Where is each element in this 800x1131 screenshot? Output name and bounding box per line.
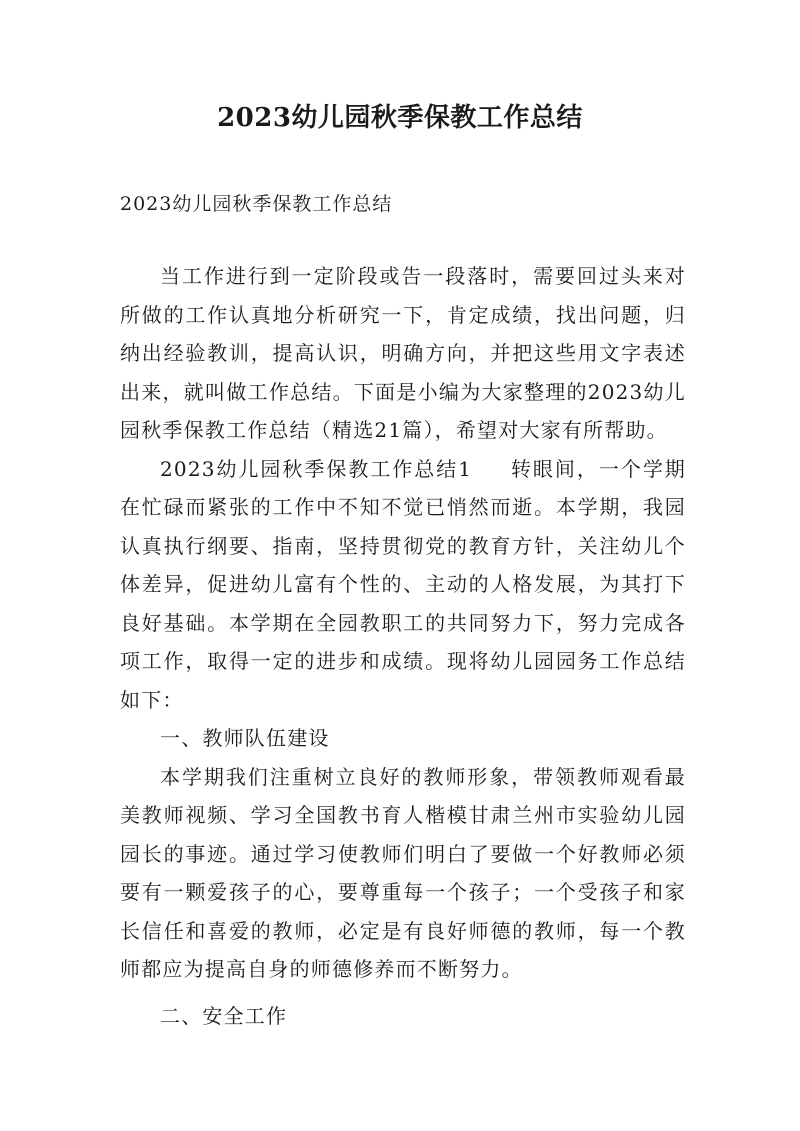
- heading-safety: 二、安全工作: [160, 1003, 288, 1028]
- intro-paragraph: 当工作进行到一定阶段或告一段落时，需要回过头来对所做的工作认真地分析研究一下，肯定成绩，找出问题，归纳出经验教训，提高认识，明确方向，并把这些用文字表述出来，就叫做工作总结。下面是小编为大家整理的2023幼儿园秋季保教工作总结（精选21篇），希望对大家有所帮助。: [120, 264, 686, 442]
- document-title: 2023幼儿园秋季保教工作总结: [217, 103, 583, 133]
- section1-heading: 2023幼儿园秋季保教工作总结1: [160, 456, 473, 481]
- document-body: [120, 257, 686, 1035]
- section1-text: 转眼间，一个学期在忙碌而紧张的工作中不知不觉已悄然而逝。本学期，我园认真执行纲要、指南，坚持贯彻党的教育方针，关注幼儿个体差异，促进幼儿富有个性的、主动的人格发展，为其打下良好基础。本学期在全园教职工的共同努力下，努力完成各项工作，取得一定的进步和成绩。现将幼儿园园务工作总结如下：: [120, 456, 686, 712]
- section1-paragraph: [120, 450, 686, 720]
- document-subtitle: 2023幼儿园秋季保教工作总结: [120, 193, 393, 215]
- teachers-paragraph: 本学期我们注重树立良好的教师形象，带领教师观看最美教师视频、学习全国教书育人楷模甘肃兰州市实验幼儿园园长的事迹。通过学习使教师们明白了要做一个好教师必须要有一颗爱孩子的心，要尊重每一个孩子；一个受孩子和家长信任和喜爱的教师，必定是有良好师德的教师，每一个教师都应为提高自身的师德修养而不断努力。: [120, 764, 686, 981]
- heading-teachers: 一、教师队伍建设: [160, 726, 330, 750]
